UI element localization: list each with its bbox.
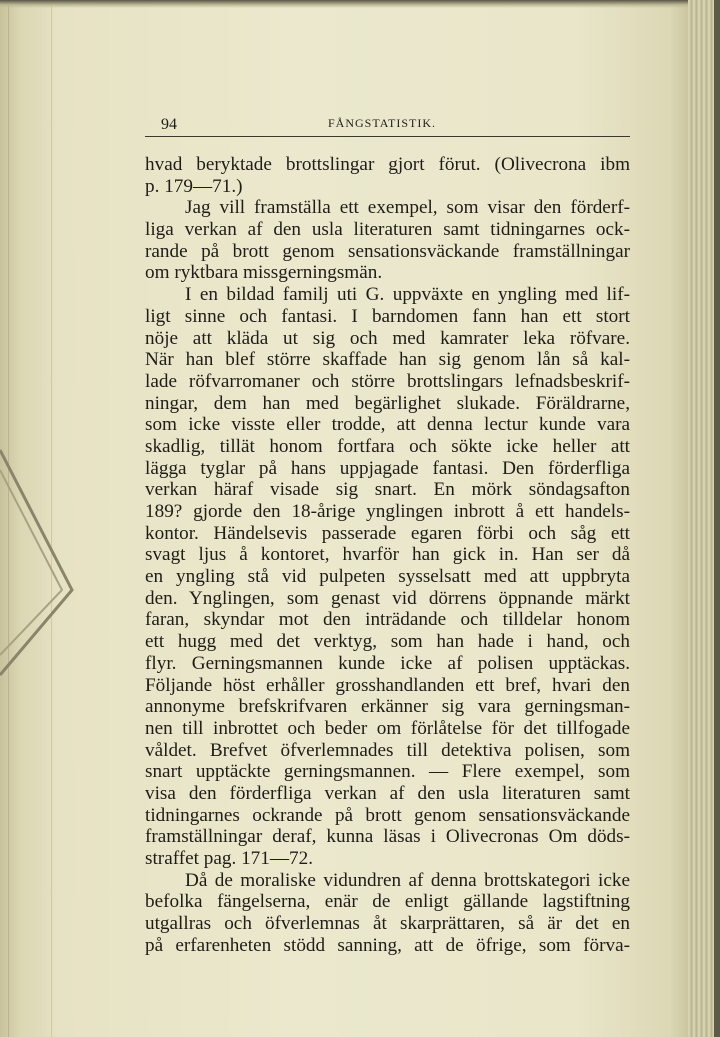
text-line: I en bildad familj uti G. uppväxte en yngling med lif- — [185, 284, 630, 306]
text-line: den. Ynglingen, som genast vid dörrens öppnande märkt — [145, 587, 630, 609]
page-top-edge — [0, 0, 720, 8]
text-line: annonyme brefskrifvaren erkänner sig vara gerningsman- — [145, 696, 630, 718]
text-line: snart upptäckte gerningsmannen. — Flere exempel, som — [145, 761, 630, 783]
page-header — [145, 110, 630, 137]
text-line: nöje att kläda ut sig och med kamrater leka röfvare. — [145, 327, 630, 349]
page-number: 94 — [161, 116, 177, 133]
text-line: utgallras och öfverlemnas åt skarprättaren, så är det en — [145, 913, 630, 935]
text-line: ligt sinne och fantasi. I barndomen fann han ett stort — [145, 305, 630, 327]
text-line: Följande höst erhåller grosshandlanden ett bref, hvari den — [145, 674, 630, 696]
text-line: ningar, dem han med begärlighet slukade. Föräldrarne, — [145, 392, 630, 414]
text-line: lägga tyglar på hans uppjagade fantasi. Den förderfliga — [145, 457, 630, 479]
text-line: som icke visste eller trodde, att denna lectur kunde vara — [145, 414, 630, 436]
text-line: befolka fängelserna, enär de enligt gällande lagstiftning — [145, 891, 630, 913]
text-line: nen till inbrottet och beder om förlåtelse för det tillfogade — [145, 717, 630, 739]
book-page — [145, 110, 630, 956]
running-head: FÅNGSTATISTIK. — [328, 116, 437, 130]
text-line: lade röfvarromaner och större brottslingars lefnadsbeskrif- — [145, 370, 630, 392]
text-line: Då de moraliske vidundren af denna brottskategori icke — [185, 869, 630, 891]
text-line: kontor. Händelsevis passerade egaren förbi och såg ett — [145, 522, 630, 544]
margin-fold-mark — [0, 440, 90, 680]
text-line: verkan häraf visade sig snart. En mörk söndagsafton — [145, 479, 630, 501]
text-line: visa den förderfliga verkan af den usla literaturen samt — [145, 782, 630, 804]
text-line: straffet pag. 171—72. — [145, 848, 314, 869]
text-line: våldet. Brefvet öfverlemnades till detektiva polisen, som — [145, 739, 630, 761]
text-line: på erfarenheten stödd sanning, att de öfrige, som förva- — [145, 934, 630, 956]
text-line: När han blef större skaffade han sig genom lån så kal- — [145, 349, 630, 371]
text-line: rande på brott genom sensationsväckande framställningar — [145, 240, 630, 262]
text-line: faran, skyndar mot den inträdande och tilldelar honom — [145, 609, 630, 631]
text-line: tidningarnes ockrande på brott genom sensationsväckande — [145, 804, 630, 826]
text-line: skadlig, tillät honom fortfara och sökte icke heller att — [145, 435, 630, 457]
text-line: framställningar deraf, kunna läsas i Olivecronas Om döds- — [145, 826, 630, 848]
text-line: liga verkan af den usla literaturen samt tidningarnes ock- — [145, 219, 630, 241]
text-line: flyr. Gerningsmannen kunde icke af polisen upptäckas. — [145, 652, 630, 674]
text-line: om ryktbara missgerningsmän. — [145, 262, 383, 284]
text-line: p. 179—71.) — [145, 175, 243, 197]
text-line: 189? gjorde den 18-årige ynglingen inbrott å ett handels- — [145, 501, 630, 522]
text-line: ett hugg med det verktyg, som han hade i hand, och — [145, 631, 630, 653]
scan-border-right — [714, 0, 720, 1037]
text-line: en yngling stå vid pulpeten sysselsatt med att uppbryta — [145, 566, 630, 588]
text-line: svagt ljus å kontoret, hvarför han gick in. Han ser då — [145, 544, 630, 566]
text-line: Jag vill framställa ett exempel, som visar den förderf- — [185, 197, 630, 219]
body-text — [145, 154, 630, 956]
text-line: hvad beryktade brottslingar gjort förut. (Olivecrona ibm — [145, 154, 630, 175]
